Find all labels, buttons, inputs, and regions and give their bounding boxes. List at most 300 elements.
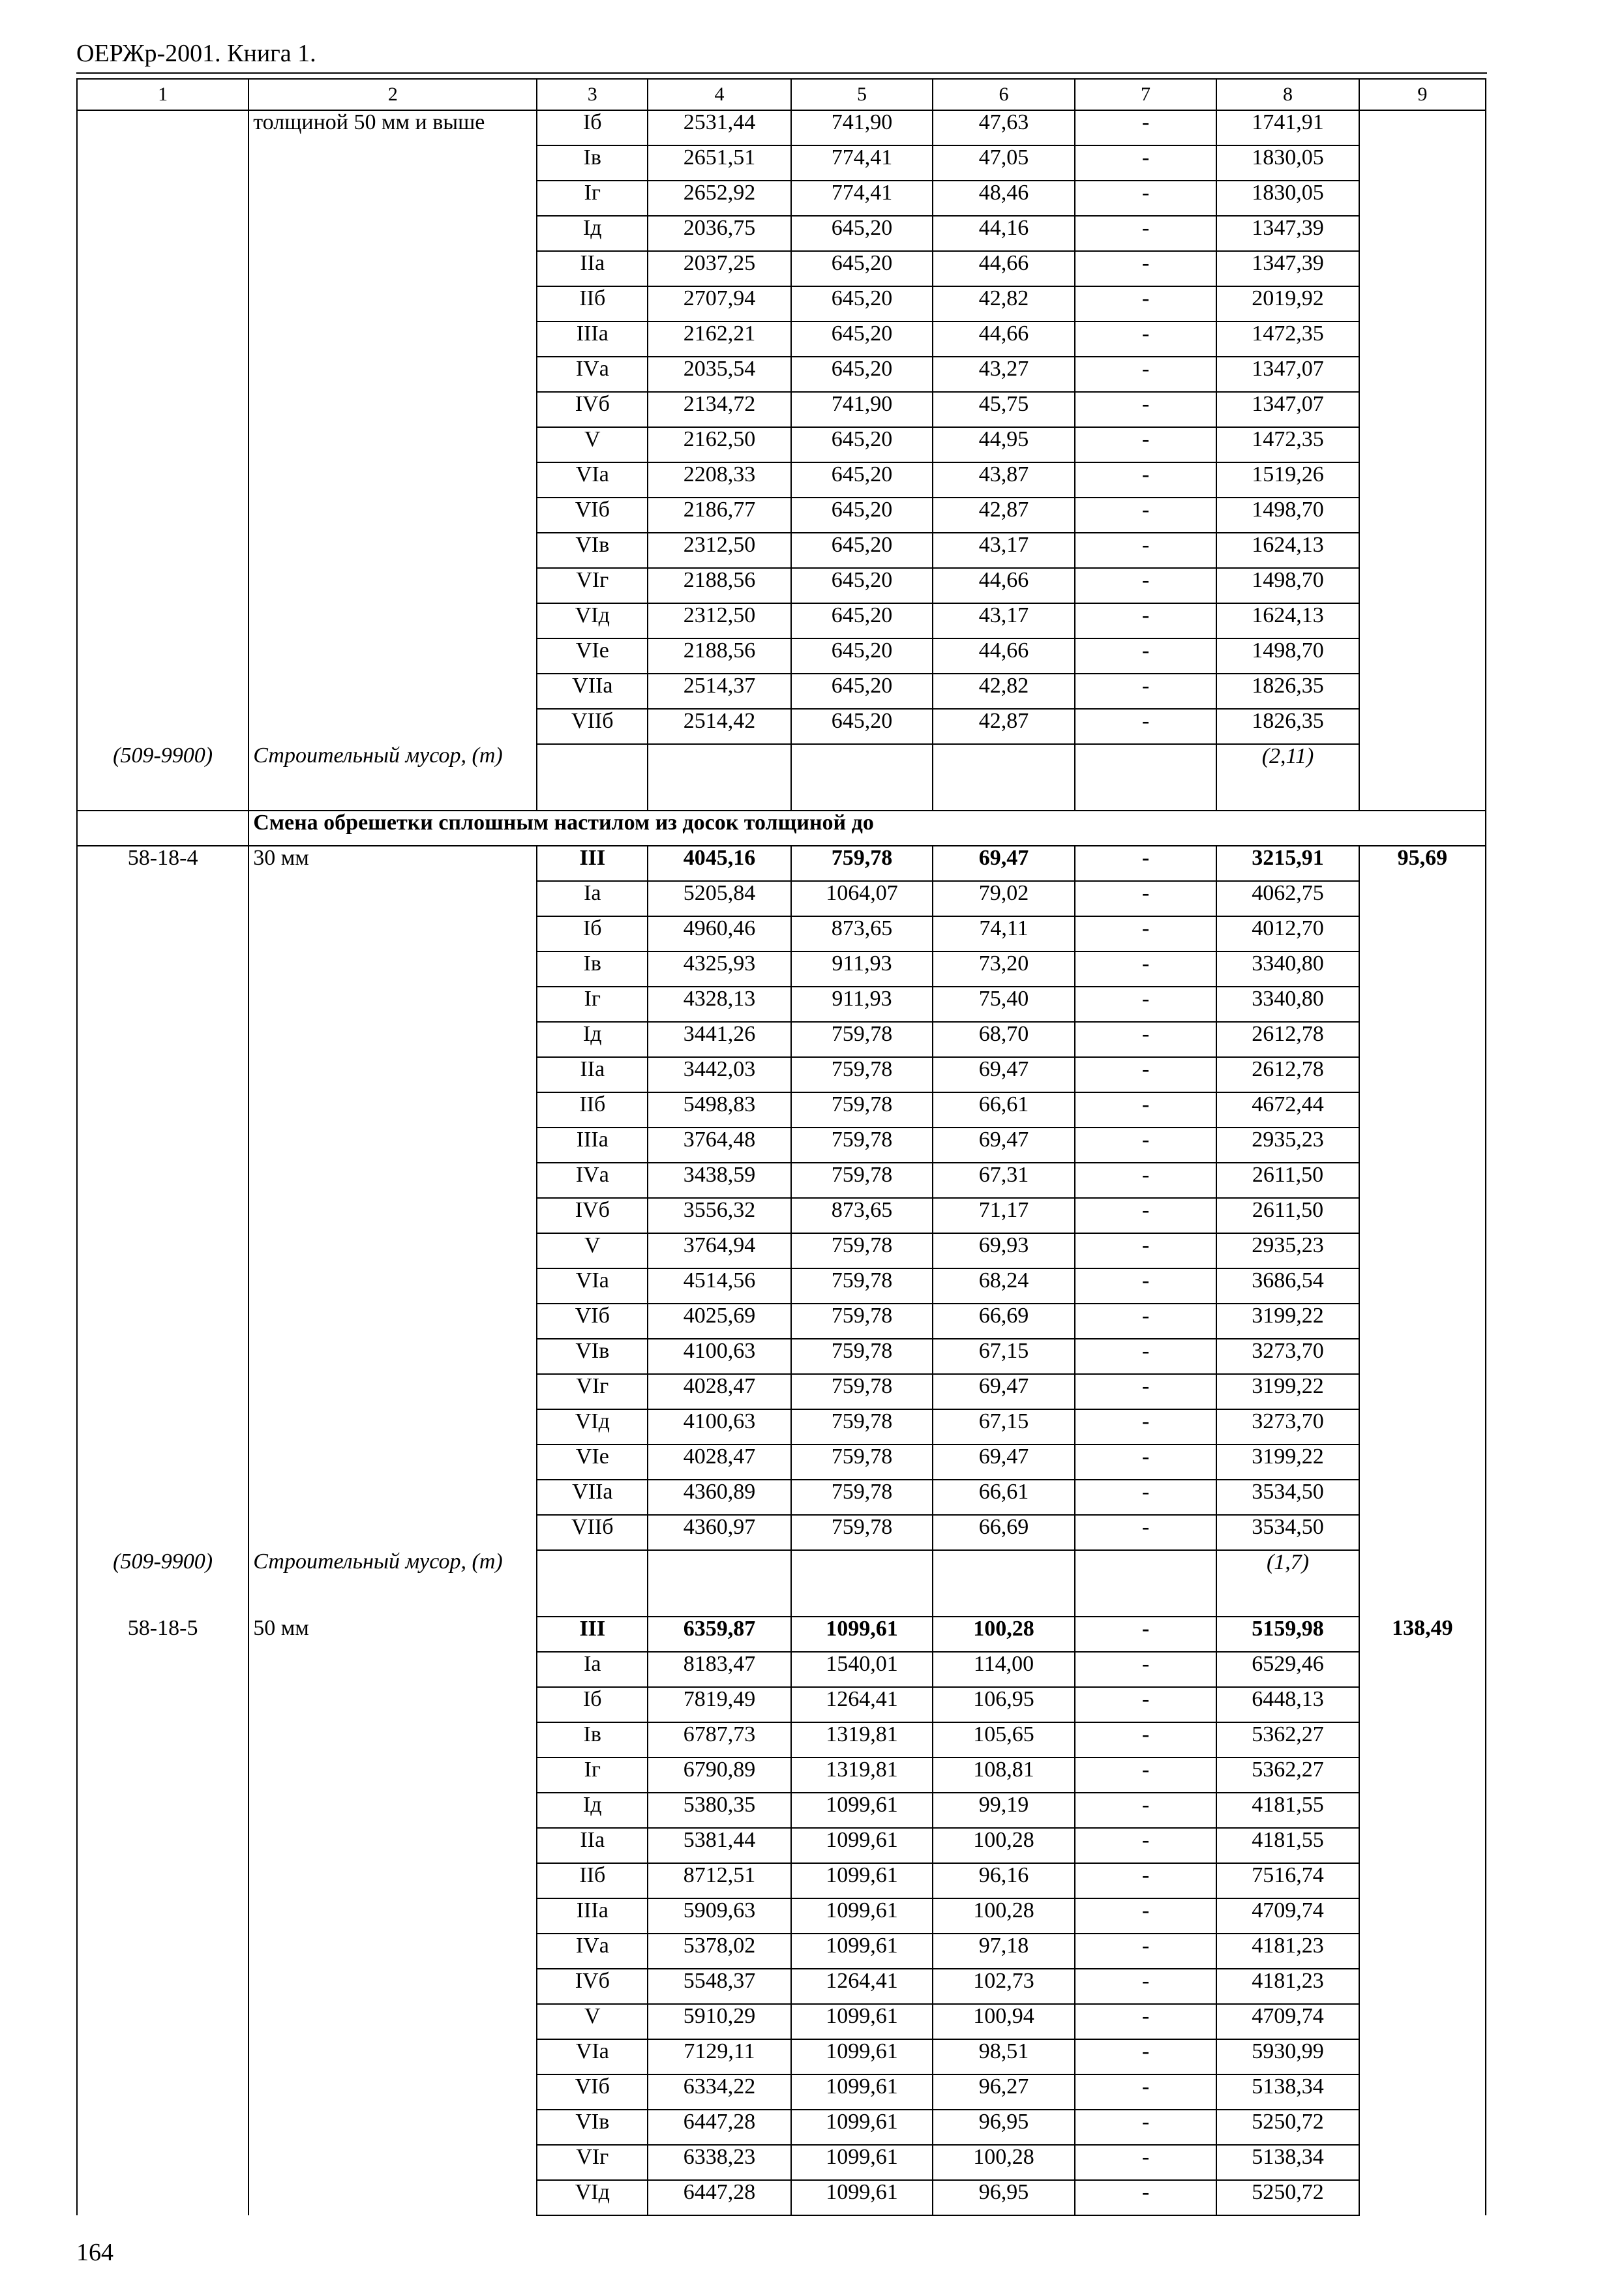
wages-cell: 645,20 <box>791 709 933 744</box>
machines-cell: 79,02 <box>933 881 1075 916</box>
code-cell <box>77 533 248 568</box>
column-header-9: 9 <box>1359 79 1486 110</box>
zone-cell: VIа <box>537 462 648 498</box>
materials-cell: 5159,98 <box>1216 1617 1359 1652</box>
machinists-wages-cell: - <box>1075 1444 1217 1480</box>
total-cost-cell: 4028,47 <box>648 1444 791 1480</box>
name-cell <box>248 638 537 674</box>
wages-cell: 1099,61 <box>791 2039 933 2074</box>
zone-cell: IVа <box>537 1163 648 1198</box>
zone-cell: VIIб <box>537 1515 648 1550</box>
total-cost-cell: 2162,50 <box>648 427 791 462</box>
wages-cell: 774,41 <box>791 145 933 181</box>
total-cost-cell: 6359,87 <box>648 1617 791 1652</box>
machinists-wages-cell: - <box>1075 392 1217 427</box>
code-cell <box>77 1374 248 1409</box>
total-cost-cell: 3438,59 <box>648 1163 791 1198</box>
machinists-wages-cell: - <box>1075 1409 1217 1444</box>
code-cell <box>77 674 248 709</box>
labor-cost-cell <box>1359 987 1486 1022</box>
column-header-6: 6 <box>933 79 1075 110</box>
table-row <box>77 145 1486 181</box>
labor-cost-cell <box>1359 216 1486 251</box>
table-row <box>77 2004 1486 2039</box>
labor-cost-cell <box>1359 1863 1486 1898</box>
machinists-wages-cell: - <box>1075 674 1217 709</box>
machinists-wages-cell: - <box>1075 1304 1217 1339</box>
code-cell <box>77 987 248 1022</box>
total-cost-cell: 5498,83 <box>648 1092 791 1128</box>
empty-cell <box>1359 1550 1486 1617</box>
column-header-8: 8 <box>1216 79 1359 110</box>
table-row <box>77 251 1486 286</box>
name-cell: 50 мм <box>248 1617 537 1652</box>
name-cell <box>248 251 537 286</box>
name-cell <box>248 1863 537 1898</box>
machinists-wages-cell: - <box>1075 181 1217 216</box>
code-cell <box>77 1304 248 1339</box>
materials-cell: 2611,50 <box>1216 1163 1359 1198</box>
total-cost-cell: 5380,35 <box>648 1793 791 1828</box>
name-cell <box>248 2004 537 2039</box>
labor-cost-cell <box>1359 1163 1486 1198</box>
total-cost-cell: 2035,54 <box>648 357 791 392</box>
total-cost-cell: 8183,47 <box>648 1652 791 1687</box>
machines-cell: 97,18 <box>933 1934 1075 1969</box>
zone-cell: VIв <box>537 1339 648 1374</box>
materials-cell: 1624,13 <box>1216 533 1359 568</box>
code-cell <box>77 1268 248 1304</box>
labor-cost-cell <box>1359 951 1486 987</box>
table-row <box>77 1339 1486 1374</box>
machinists-wages-cell: - <box>1075 916 1217 951</box>
labor-cost-cell <box>1359 462 1486 498</box>
machinists-wages-cell: - <box>1075 1722 1217 1758</box>
machines-cell: 47,63 <box>933 110 1075 145</box>
name-cell <box>248 987 537 1022</box>
labor-cost-cell <box>1359 181 1486 216</box>
total-cost-cell: 6447,28 <box>648 2180 791 2215</box>
machines-cell: 96,95 <box>933 2180 1075 2215</box>
table-row <box>77 1969 1486 2004</box>
zone-cell: IVб <box>537 1969 648 2004</box>
total-cost-cell: 2036,75 <box>648 216 791 251</box>
table-row <box>77 427 1486 462</box>
materials-cell: 3340,80 <box>1216 987 1359 1022</box>
labor-cost-cell <box>1359 603 1486 638</box>
machines-cell: 44,95 <box>933 427 1075 462</box>
machines-cell: 100,28 <box>933 1898 1075 1934</box>
machines-cell: 108,81 <box>933 1758 1075 1793</box>
machines-cell: 42,87 <box>933 498 1075 533</box>
wages-cell: 645,20 <box>791 638 933 674</box>
labor-cost-cell <box>1359 145 1486 181</box>
labor-cost-cell <box>1359 1758 1486 1793</box>
machines-cell: 48,46 <box>933 181 1075 216</box>
machinists-wages-cell: - <box>1075 1934 1217 1969</box>
machines-cell: 99,19 <box>933 1793 1075 1828</box>
code-cell <box>77 1515 248 1550</box>
zone-cell: VIIа <box>537 674 648 709</box>
machinists-wages-cell: - <box>1075 1057 1217 1092</box>
machinists-wages-cell: - <box>1075 286 1217 322</box>
code-cell <box>77 2039 248 2074</box>
code-cell <box>77 916 248 951</box>
wages-cell: 645,20 <box>791 427 933 462</box>
total-cost-cell: 2651,51 <box>648 145 791 181</box>
labor-cost-cell <box>1359 1480 1486 1515</box>
machines-cell: 100,94 <box>933 2004 1075 2039</box>
zone-cell: Iб <box>537 110 648 145</box>
total-cost-cell: 4360,89 <box>648 1480 791 1515</box>
table-row <box>77 987 1486 1022</box>
table-row <box>77 1268 1486 1304</box>
code-cell <box>77 568 248 603</box>
zone-cell: VIд <box>537 1409 648 1444</box>
name-cell <box>248 427 537 462</box>
materials-cell: 1347,07 <box>1216 392 1359 427</box>
table-row <box>77 1515 1486 1550</box>
total-cost-cell: 2312,50 <box>648 533 791 568</box>
total-cost-cell: 6787,73 <box>648 1722 791 1758</box>
table-row <box>77 2039 1486 2074</box>
name-cell <box>248 357 537 392</box>
wages-cell: 1264,41 <box>791 1969 933 2004</box>
zone-cell: IIб <box>537 286 648 322</box>
zone-cell: VIб <box>537 1304 648 1339</box>
code-cell <box>77 2145 248 2180</box>
wages-cell: 1099,61 <box>791 2004 933 2039</box>
materials-cell: 6448,13 <box>1216 1687 1359 1722</box>
materials-cell: 1830,05 <box>1216 181 1359 216</box>
wages-cell: 1064,07 <box>791 881 933 916</box>
wages-cell: 759,78 <box>791 846 933 881</box>
labor-cost-cell <box>1359 286 1486 322</box>
table-row <box>77 1863 1486 1898</box>
code-cell <box>77 322 248 357</box>
total-cost-cell: 2531,44 <box>648 110 791 145</box>
materials-cell: 2935,23 <box>1216 1128 1359 1163</box>
materials-cell: 4181,55 <box>1216 1793 1359 1828</box>
name-cell <box>248 1898 537 1934</box>
wages-cell: 1319,81 <box>791 1758 933 1793</box>
zone-cell: VIIа <box>537 1480 648 1515</box>
wages-cell: 645,20 <box>791 357 933 392</box>
page-number: 164 <box>76 2239 113 2266</box>
table-row <box>77 1898 1486 1934</box>
machines-cell: 69,47 <box>933 1374 1075 1409</box>
code-cell <box>77 1444 248 1480</box>
machinists-wages-cell: - <box>1075 2145 1217 2180</box>
code-cell <box>77 881 248 916</box>
machinists-wages-cell: - <box>1075 568 1217 603</box>
labor-cost-cell <box>1359 568 1486 603</box>
empty-cell <box>537 1550 648 1617</box>
zone-cell: VIе <box>537 638 648 674</box>
wages-cell: 759,78 <box>791 1128 933 1163</box>
labor-cost-cell <box>1359 1444 1486 1480</box>
name-cell <box>248 1444 537 1480</box>
zone-cell: VIд <box>537 603 648 638</box>
machines-cell: 73,20 <box>933 951 1075 987</box>
labor-cost-cell <box>1359 1934 1486 1969</box>
table-row <box>77 1304 1486 1339</box>
wages-cell: 741,90 <box>791 392 933 427</box>
name-cell <box>248 603 537 638</box>
zone-cell: IIа <box>537 1057 648 1092</box>
materials-cell: 7516,74 <box>1216 1863 1359 1898</box>
code-cell <box>77 1722 248 1758</box>
total-cost-cell: 6790,89 <box>648 1758 791 1793</box>
table-row <box>77 568 1486 603</box>
wages-cell: 759,78 <box>791 1515 933 1550</box>
materials-cell: 3199,22 <box>1216 1304 1359 1339</box>
empty-cell <box>648 1550 791 1617</box>
code-cell <box>77 2074 248 2110</box>
zone-cell: VIг <box>537 2145 648 2180</box>
zone-cell: Iг <box>537 1758 648 1793</box>
header-rule <box>76 72 1487 74</box>
column-header-4: 4 <box>648 79 791 110</box>
zone-cell: Iд <box>537 216 648 251</box>
total-cost-cell: 4514,56 <box>648 1268 791 1304</box>
code-cell <box>77 1687 248 1722</box>
materials-cell: 1830,05 <box>1216 145 1359 181</box>
materials-cell: 3534,50 <box>1216 1480 1359 1515</box>
table-row <box>77 1758 1486 1793</box>
labor-cost-cell <box>1359 1722 1486 1758</box>
zone-cell: Iв <box>537 145 648 181</box>
machines-cell: 44,66 <box>933 322 1075 357</box>
machinists-wages-cell: - <box>1075 1898 1217 1934</box>
table-row <box>77 2110 1486 2145</box>
empty-cell <box>933 1550 1075 1617</box>
total-cost-cell: 6338,23 <box>648 2145 791 2180</box>
total-cost-cell: 3442,03 <box>648 1057 791 1092</box>
zone-cell: Iа <box>537 881 648 916</box>
zone-cell: VIв <box>537 2110 648 2145</box>
total-cost-cell: 2312,50 <box>648 603 791 638</box>
machinists-wages-cell: - <box>1075 1163 1217 1198</box>
materials-cell: 1498,70 <box>1216 568 1359 603</box>
materials-cell: 1347,39 <box>1216 251 1359 286</box>
wages-cell: 759,78 <box>791 1022 933 1057</box>
labor-cost-cell <box>1359 2110 1486 2145</box>
machines-cell: 71,17 <box>933 1198 1075 1233</box>
labor-cost-cell <box>1359 1233 1486 1268</box>
machinists-wages-cell: - <box>1075 251 1217 286</box>
machinists-wages-cell: - <box>1075 1268 1217 1304</box>
empty-cell <box>791 1550 933 1617</box>
machines-cell: 44,66 <box>933 251 1075 286</box>
empty-cell <box>1359 744 1486 811</box>
labor-cost-cell <box>1359 427 1486 462</box>
empty-cell <box>77 811 248 846</box>
wages-cell: 1099,61 <box>791 2180 933 2215</box>
wages-cell: 759,78 <box>791 1057 933 1092</box>
machinists-wages-cell: - <box>1075 1969 1217 2004</box>
name-cell <box>248 1092 537 1128</box>
total-cost-cell: 7819,49 <box>648 1687 791 1722</box>
total-cost-cell: 2514,42 <box>648 709 791 744</box>
total-cost-cell: 7129,11 <box>648 2039 791 2074</box>
materials-cell: 3534,50 <box>1216 1515 1359 1550</box>
zone-cell: VIа <box>537 2039 648 2074</box>
wages-cell: 759,78 <box>791 1374 933 1409</box>
zone-cell: V <box>537 2004 648 2039</box>
waste-name-cell: Строительный мусор, (т) <box>248 1550 537 1617</box>
labor-cost-cell <box>1359 392 1486 427</box>
code-cell <box>77 1198 248 1233</box>
table-row <box>77 1550 1486 1617</box>
zone-cell: Iв <box>537 1722 648 1758</box>
table-row <box>77 846 1486 881</box>
wages-cell: 759,78 <box>791 1304 933 1339</box>
machines-cell: 75,40 <box>933 987 1075 1022</box>
empty-cell <box>1075 744 1217 811</box>
code-cell <box>77 392 248 427</box>
wages-cell: 759,78 <box>791 1409 933 1444</box>
zone-cell: Iг <box>537 181 648 216</box>
name-cell <box>248 951 537 987</box>
zone-cell: IIб <box>537 1092 648 1128</box>
machinists-wages-cell: - <box>1075 1828 1217 1863</box>
code-cell <box>77 1128 248 1163</box>
name-cell <box>248 1374 537 1409</box>
column-header-2: 2 <box>248 79 537 110</box>
table-row <box>77 498 1486 533</box>
labor-cost-cell <box>1359 2145 1486 2180</box>
machines-cell: 68,24 <box>933 1268 1075 1304</box>
machines-cell: 66,61 <box>933 1480 1075 1515</box>
table-row <box>77 881 1486 916</box>
zone-cell: IIа <box>537 1828 648 1863</box>
code-cell <box>77 951 248 987</box>
table-row <box>77 2074 1486 2110</box>
machinists-wages-cell: - <box>1075 881 1217 916</box>
column-header-3: 3 <box>537 79 648 110</box>
machinists-wages-cell: - <box>1075 1652 1217 1687</box>
wages-cell: 1264,41 <box>791 1687 933 1722</box>
machinists-wages-cell: - <box>1075 1793 1217 1828</box>
total-cost-cell: 2652,92 <box>648 181 791 216</box>
table-row <box>77 79 1486 110</box>
code-cell <box>77 1092 248 1128</box>
code-cell <box>77 1163 248 1198</box>
name-cell <box>248 1233 537 1268</box>
machinists-wages-cell: - <box>1075 357 1217 392</box>
zone-cell: IVа <box>537 1934 648 1969</box>
code-cell <box>77 1057 248 1092</box>
machinists-wages-cell: - <box>1075 1233 1217 1268</box>
labor-cost-cell <box>1359 1687 1486 1722</box>
waste-name-cell: Строительный мусор, (т) <box>248 744 537 811</box>
materials-cell: 1347,07 <box>1216 357 1359 392</box>
labor-cost-cell <box>1359 1128 1486 1163</box>
document-header-title: ОЕРЖр-2001. Книга 1. <box>76 40 316 67</box>
labor-cost-cell <box>1359 1304 1486 1339</box>
name-cell <box>248 1934 537 1969</box>
total-cost-cell: 2188,56 <box>648 638 791 674</box>
code-cell <box>77 1409 248 1444</box>
wages-cell: 1099,61 <box>791 1793 933 1828</box>
total-cost-cell: 6334,22 <box>648 2074 791 2110</box>
machines-cell: 66,69 <box>933 1515 1075 1550</box>
wages-cell: 1099,61 <box>791 2145 933 2180</box>
machines-cell: 43,87 <box>933 462 1075 498</box>
name-cell <box>248 2180 537 2215</box>
labor-cost-cell <box>1359 1793 1486 1828</box>
total-cost-cell: 2037,25 <box>648 251 791 286</box>
labor-cost-cell <box>1359 881 1486 916</box>
table-row <box>77 744 1486 811</box>
materials-cell: 4181,23 <box>1216 1934 1359 1969</box>
materials-cell: 5138,34 <box>1216 2145 1359 2180</box>
machines-cell: 102,73 <box>933 1969 1075 2004</box>
labor-cost-cell <box>1359 2180 1486 2215</box>
name-cell <box>248 1163 537 1198</box>
code-cell <box>77 145 248 181</box>
zone-cell: VIб <box>537 2074 648 2110</box>
labor-cost-cell <box>1359 1339 1486 1374</box>
code-cell <box>77 1339 248 1374</box>
machinists-wages-cell: - <box>1075 216 1217 251</box>
zone-cell: V <box>537 427 648 462</box>
total-cost-cell: 2162,21 <box>648 322 791 357</box>
name-cell <box>248 1128 537 1163</box>
table-row <box>77 392 1486 427</box>
machines-cell: 69,47 <box>933 846 1075 881</box>
materials-cell: 1826,35 <box>1216 674 1359 709</box>
name-cell <box>248 1652 537 1687</box>
materials-cell: 4709,74 <box>1216 2004 1359 2039</box>
column-header-7: 7 <box>1075 79 1217 110</box>
total-cost-cell: 4028,47 <box>648 1374 791 1409</box>
code-cell <box>77 638 248 674</box>
column-header-1: 1 <box>77 79 248 110</box>
total-cost-cell: 3441,26 <box>648 1022 791 1057</box>
code-cell <box>77 216 248 251</box>
labor-cost-cell <box>1359 1828 1486 1863</box>
labor-cost-cell <box>1359 1057 1486 1092</box>
name-cell <box>248 1480 537 1515</box>
labor-cost-cell <box>1359 110 1486 145</box>
materials-cell: 3686,54 <box>1216 1268 1359 1304</box>
code-cell <box>77 498 248 533</box>
labor-cost-cell <box>1359 251 1486 286</box>
table-row <box>77 1793 1486 1828</box>
table-row <box>77 951 1486 987</box>
name-cell <box>248 1268 537 1304</box>
name-cell <box>248 1969 537 2004</box>
machinists-wages-cell: - <box>1075 1480 1217 1515</box>
code-cell <box>77 286 248 322</box>
materials-cell: 3340,80 <box>1216 951 1359 987</box>
table-row <box>77 110 1486 145</box>
machines-cell: 42,82 <box>933 286 1075 322</box>
waste-value-cell: (2,11) <box>1216 744 1359 811</box>
table-row <box>77 1233 1486 1268</box>
materials-cell: 4012,70 <box>1216 916 1359 951</box>
machines-cell: 96,27 <box>933 2074 1075 2110</box>
materials-cell: 2019,92 <box>1216 286 1359 322</box>
machinists-wages-cell: - <box>1075 1022 1217 1057</box>
materials-cell: 4062,75 <box>1216 881 1359 916</box>
machinists-wages-cell: - <box>1075 427 1217 462</box>
materials-cell: 4181,23 <box>1216 1969 1359 2004</box>
name-cell <box>248 709 537 744</box>
zone-cell: VIб <box>537 498 648 533</box>
